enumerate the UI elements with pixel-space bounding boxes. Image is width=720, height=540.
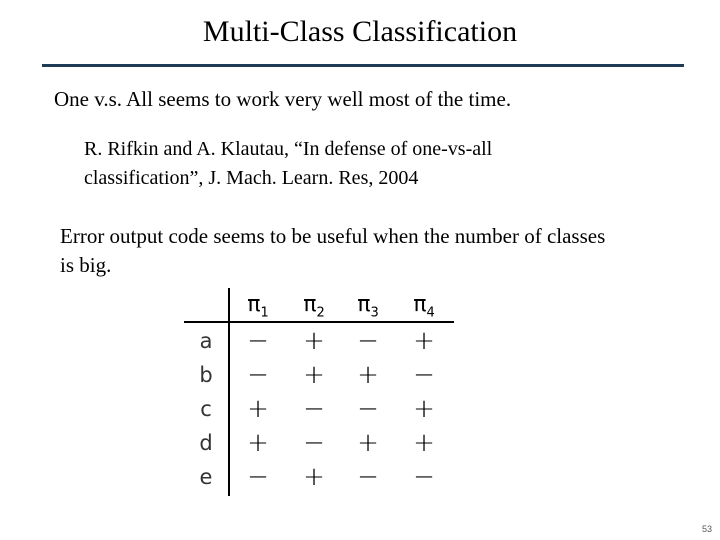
code-cell: − [247,326,269,356]
code-cell: + [357,428,379,458]
reference-line-2: classification”, J. Mach. Learn. Res, 2004 [84,167,419,189]
column-index: 2 [316,305,325,321]
slide-title: Multi-Class Classification [202,15,518,48]
code-cell: − [357,462,379,492]
row-label-b: b [199,363,213,387]
code-cell: − [303,394,325,424]
code-cell: − [357,326,379,356]
column-header-pi-1 [230,292,286,326]
code-cell: + [303,326,325,356]
code-cell: + [413,394,435,424]
code-cell: + [303,360,325,390]
column-symbol: π [303,292,317,317]
paragraph-one-vs-all: One v.s. All seems to work very well most of the time. [54,87,512,111]
code-cell: + [303,462,325,492]
reference-line-1: R. Rifkin and A. Klautau, “In defense of one-vs-all [84,138,493,160]
code-cell: − [413,360,435,390]
column-header-pi-4 [396,292,452,326]
code-cell: − [303,428,325,458]
code-cell: + [413,326,435,356]
column-index: 1 [260,305,269,321]
reference-citation [84,135,644,193]
paragraph-line-1: Error output code seems to be useful when the number of classes [60,224,606,248]
code-cell: + [413,428,435,458]
column-index: 4 [426,305,435,321]
paragraph-line-2: is big. [60,253,112,277]
row-label-a: a [199,329,213,353]
row-label-d: d [199,431,213,455]
code-cell: − [247,462,269,492]
code-cell: − [413,462,435,492]
column-index: 3 [370,305,379,321]
column-header-pi-3 [340,292,396,326]
error-code-table [180,286,470,498]
code-cell: + [247,394,269,424]
code-cell: + [247,428,269,458]
row-label-e: e [199,465,213,489]
column-symbol: π [247,292,261,317]
page-number: 53 [701,524,712,534]
row-label-c: c [200,397,212,421]
title-divider [42,64,684,67]
code-cell: − [247,360,269,390]
column-symbol: π [357,292,371,317]
code-cell: + [357,360,379,390]
paragraph-error-output-code [60,222,700,280]
column-symbol: π [413,292,427,317]
column-header-pi-2 [286,292,342,326]
code-cell: − [357,394,379,424]
